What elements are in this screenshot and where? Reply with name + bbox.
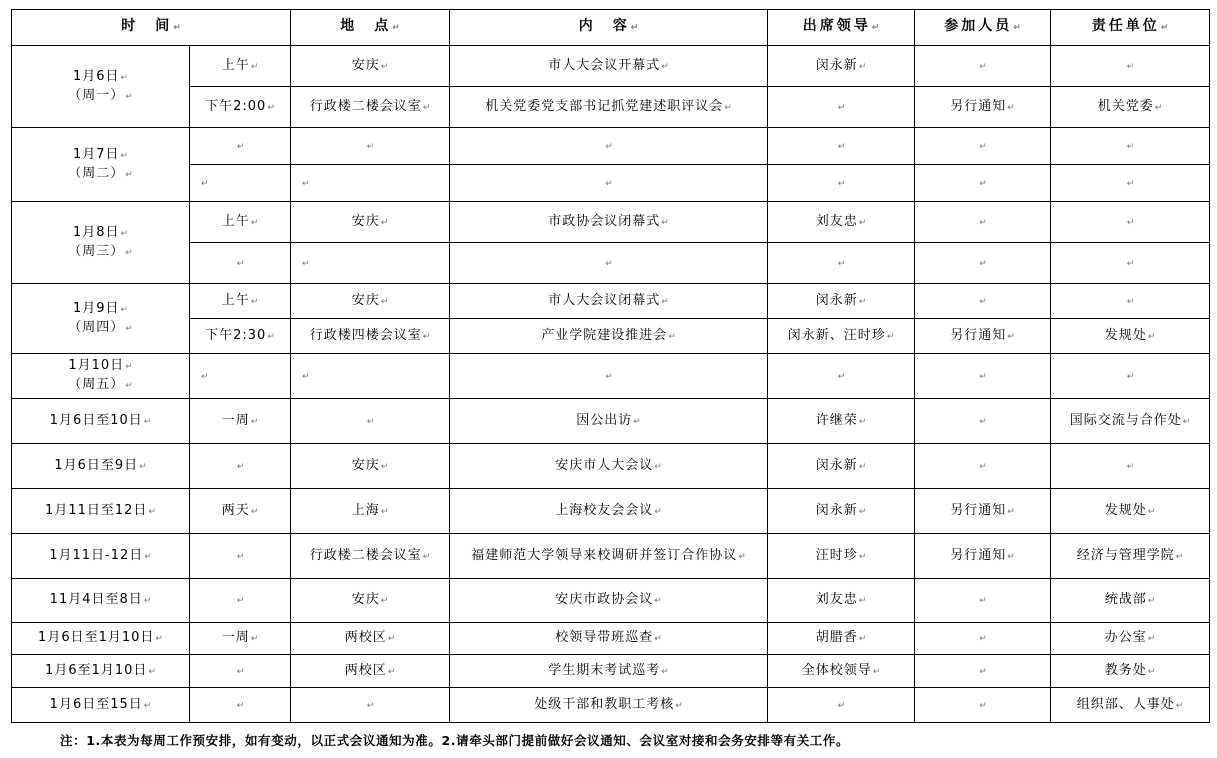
content-cell: 上海校友会会议↵ [450, 489, 768, 534]
participants-cell: ↵ [915, 579, 1051, 623]
place-cell: 两校区↵ [291, 655, 450, 688]
date-cell: 1月11日至12日↵ [12, 489, 190, 534]
schedule-table [11, 9, 1210, 723]
place-cell: 行政楼二楼会议室↵ [291, 534, 450, 579]
place-cell: 安庆↵ [291, 202, 450, 243]
date-cell: 1月6日至9日↵ [12, 444, 190, 489]
weekday-label: （周五）↵ [68, 377, 133, 392]
content-cell: 福建师范大学领导来校调研并签订合作协议↵ [450, 534, 768, 579]
schedule-row [12, 579, 1210, 623]
unit-cell: ↵ [1051, 243, 1210, 284]
schedule-row [12, 87, 1210, 128]
unit-cell: 教务处↵ [1051, 655, 1210, 688]
content-cell: 学生期末考试巡考↵ [450, 655, 768, 688]
unit-cell: 国际交流与合作处↵ [1051, 399, 1210, 444]
time-cell: 下午2:30↵ [190, 319, 291, 354]
schedule-row [12, 243, 1210, 284]
leader-cell: 闵永新↵ [768, 284, 915, 319]
header-unit: 责任单位↵ [1051, 10, 1210, 46]
header-leader: 出席领导↵ [768, 10, 915, 46]
date-cell [12, 354, 190, 399]
content-cell: 市人大会议闭幕式↵ [450, 284, 768, 319]
leader-cell: 胡腊香↵ [768, 623, 915, 655]
place-cell: ↵ [291, 243, 450, 284]
leader-cell: 刘友忠↵ [768, 202, 915, 243]
participants-cell: ↵ [915, 284, 1051, 319]
place-cell: 上海↵ [291, 489, 450, 534]
date-label: 1月9日↵ [72, 300, 129, 316]
participants-cell: ↵ [915, 165, 1051, 202]
participants-cell: 另行通知↵ [915, 534, 1051, 579]
date-cell [12, 284, 190, 354]
participants-cell: ↵ [915, 46, 1051, 87]
unit-cell: ↵ [1051, 202, 1210, 243]
weekday-label: （周四）↵ [68, 319, 133, 335]
schedule-row [12, 444, 1210, 489]
schedule-row [12, 623, 1210, 655]
place-cell: 安庆↵ [291, 579, 450, 623]
participants-cell: ↵ [915, 399, 1051, 444]
header-place: 地 点↵ [291, 10, 450, 46]
participants-cell: 另行通知↵ [915, 319, 1051, 354]
leader-cell: ↵ [768, 128, 915, 165]
leader-cell: 闵永新↵ [768, 46, 915, 87]
date-cell: 1月6日至10日↵ [12, 399, 190, 444]
content-cell: 安庆市政协会议↵ [450, 579, 768, 623]
date-label: 1月6日↵ [72, 68, 129, 84]
unit-cell: 机关党委↵ [1051, 87, 1210, 128]
unit-cell: 统战部↵ [1051, 579, 1210, 623]
content-cell: 机关党委党支部书记抓党建述职评议会↵ [450, 87, 768, 128]
content-cell: 产业学院建设推进会↵ [450, 319, 768, 354]
time-cell: ↵ [190, 243, 291, 284]
place-cell: ↵ [291, 165, 450, 202]
unit-cell: 办公室↵ [1051, 623, 1210, 655]
date-label: 1月7日↵ [72, 146, 129, 162]
leader-cell: ↵ [768, 165, 915, 202]
content-cell: 处级干部和教职工考核↵ [450, 688, 768, 723]
time-cell: ↵ [190, 165, 291, 202]
schedule-row [12, 319, 1210, 354]
place-cell: ↵ [291, 399, 450, 444]
place-cell: ↵ [291, 688, 450, 723]
time-cell: 一周↵ [190, 399, 291, 444]
time-cell: 一周↵ [190, 623, 291, 655]
place-cell: 行政楼二楼会议室↵ [291, 87, 450, 128]
leader-cell: ↵ [768, 688, 915, 723]
content-cell: ↵ [450, 128, 768, 165]
time-cell: ↵ [190, 579, 291, 623]
time-cell: ↵ [190, 688, 291, 723]
participants-cell: ↵ [915, 444, 1051, 489]
participants-cell: ↵ [915, 623, 1051, 655]
leader-cell: 闵永新↵ [768, 444, 915, 489]
content-cell: ↵ [450, 165, 768, 202]
participants-cell: ↵ [915, 128, 1051, 165]
place-cell: 行政楼四楼会议室↵ [291, 319, 450, 354]
weekday-label: （周二）↵ [68, 165, 133, 181]
time-cell: ↵ [190, 534, 291, 579]
time-cell: ↵ [190, 128, 291, 165]
content-cell: ↵ [450, 243, 768, 284]
content-cell: 市政协会议闭幕式↵ [450, 202, 768, 243]
unit-cell: ↵ [1051, 444, 1210, 489]
date-cell [12, 128, 190, 202]
weekday-label: （周三）↵ [68, 243, 133, 259]
schedule-row [12, 284, 1210, 319]
time-cell: ↵ [190, 655, 291, 688]
unit-cell: 经济与管理学院↵ [1051, 534, 1210, 579]
place-cell: 安庆↵ [291, 444, 450, 489]
unit-cell: 组织部、人事处↵ [1051, 688, 1210, 723]
date-cell: 1月11日-12日↵ [12, 534, 190, 579]
schedule-row [12, 534, 1210, 579]
unit-cell: ↵ [1051, 354, 1210, 399]
participants-cell: ↵ [915, 688, 1051, 723]
content-cell: 市人大会议开幕式↵ [450, 46, 768, 87]
date-cell: 11月4日至8日↵ [12, 579, 190, 623]
leader-cell: 闵永新↵ [768, 489, 915, 534]
schedule-row [12, 688, 1210, 723]
time-cell: 上午↵ [190, 46, 291, 87]
place-cell: ↵ [291, 354, 450, 399]
date-label: 1月8日↵ [72, 224, 129, 240]
header-participants: 参加人员↵ [915, 10, 1051, 46]
leader-cell: 许继荣↵ [768, 399, 915, 444]
time-cell: 两天↵ [190, 489, 291, 534]
weekday-label: （周一）↵ [68, 87, 133, 103]
date-cell: 1月6日至1月10日↵ [12, 623, 190, 655]
content-cell: 安庆市人大会议↵ [450, 444, 768, 489]
unit-cell: ↵ [1051, 284, 1210, 319]
header-row [12, 10, 1210, 46]
leader-cell: ↵ [768, 354, 915, 399]
place-cell: 安庆↵ [291, 46, 450, 87]
participants-cell: ↵ [915, 243, 1051, 284]
place-cell: 安庆↵ [291, 284, 450, 319]
date-label: 1月10日↵ [68, 358, 133, 373]
date-cell [12, 202, 190, 284]
date-cell [12, 46, 190, 128]
unit-cell: ↵ [1051, 165, 1210, 202]
schedule-row [12, 399, 1210, 444]
content-cell: 因公出访↵ [450, 399, 768, 444]
place-cell: ↵ [291, 128, 450, 165]
participants-cell: 另行通知↵ [915, 87, 1051, 128]
leader-cell: ↵ [768, 87, 915, 128]
unit-cell: 发规处↵ [1051, 319, 1210, 354]
content-cell: 校领导带班巡查↵ [450, 623, 768, 655]
participants-cell: ↵ [915, 202, 1051, 243]
schedule-row [12, 489, 1210, 534]
header-time: 时 间↵ [12, 10, 291, 46]
unit-cell: ↵ [1051, 46, 1210, 87]
participants-cell: ↵ [915, 354, 1051, 399]
time-cell: ↵ [190, 444, 291, 489]
participants-cell: 另行通知↵ [915, 489, 1051, 534]
schedule-row [12, 354, 1210, 399]
schedule-row [12, 165, 1210, 202]
header-content: 内 容↵ [450, 10, 768, 46]
time-cell: 上午↵ [190, 284, 291, 319]
time-cell: ↵ [190, 354, 291, 399]
schedule-row [12, 202, 1210, 243]
leader-cell: 汪时珍↵ [768, 534, 915, 579]
participants-cell: ↵ [915, 655, 1051, 688]
schedule-row [12, 46, 1210, 87]
time-cell: 下午2:00↵ [190, 87, 291, 128]
leader-cell: 刘友忠↵ [768, 579, 915, 623]
date-cell: 1月6至1月10日↵ [12, 655, 190, 688]
content-cell: ↵ [450, 354, 768, 399]
unit-cell: ↵ [1051, 128, 1210, 165]
unit-cell: 发规处↵ [1051, 489, 1210, 534]
leader-cell: 闵永新、汪时珍↵ [768, 319, 915, 354]
place-cell: 两校区↵ [291, 623, 450, 655]
schedule-row [12, 128, 1210, 165]
date-cell: 1月6日至15日↵ [12, 688, 190, 723]
leader-cell: ↵ [768, 243, 915, 284]
footnote: 注：1.本表为每周工作预安排，如有变动，以正式会议通知为准。2.请牵头部门提前做好会议通知、会议室对接和会务安排等有关工作。 [60, 733, 850, 748]
leader-cell: 全体校领导↵ [768, 655, 915, 688]
time-cell: 上午↵ [190, 202, 291, 243]
schedule-row [12, 655, 1210, 688]
